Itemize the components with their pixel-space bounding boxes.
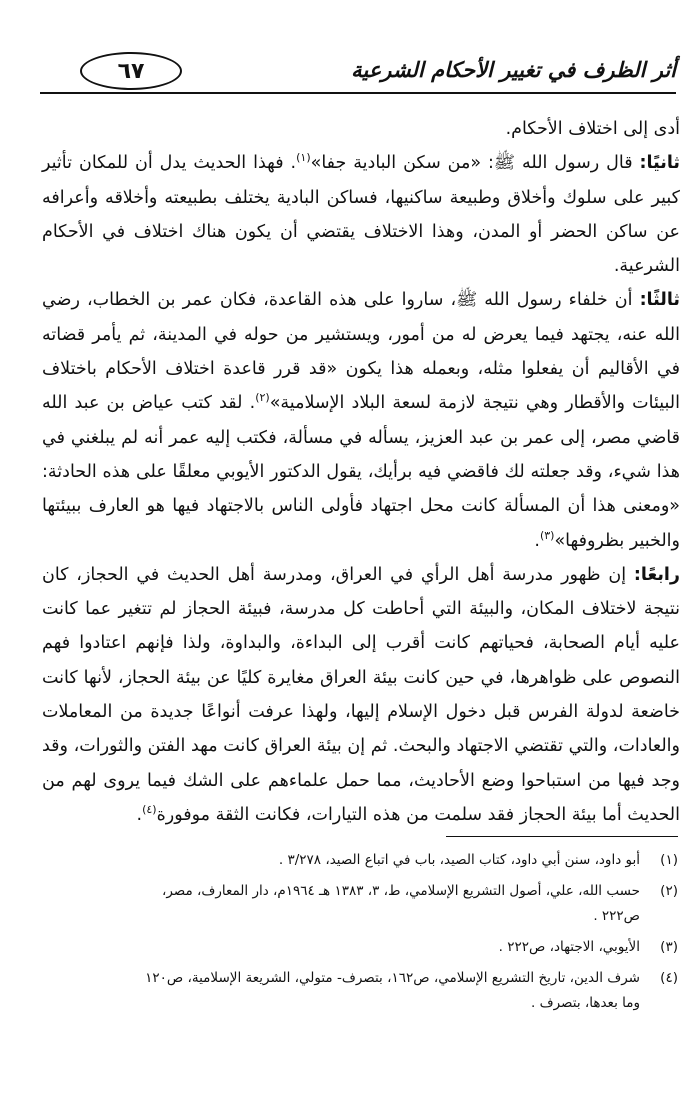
footnote-number: (٣) (660, 939, 678, 955)
footnote-number: (١) (660, 852, 678, 868)
paragraph-lead: ثالثًا: (639, 290, 680, 311)
footnote-line: أبو داود، سنن أبي داود، كتاب الصيد، باب في اتباع الصيد، ٣/٢٧٨ . (278, 852, 640, 868)
footnote-reference[interactable]: (٤) (142, 803, 157, 817)
paragraph-lead: رابعًا: (633, 564, 680, 585)
header-rule (40, 92, 676, 94)
page-number: ٦٧ (80, 52, 182, 90)
paragraph-text: . لقد كتب عياض بن عبد الله قاضي مصر، إلى عمر بن عبد العزيز، يسأله في مسألة، فكتب إليه عمر أنه لم يبلغني في هذا شيء، وقد جعلته لك فاقضي فيه برأيك، يقول الدكتور الأيوبي معلقًا على هذه الحادثة: «ومعنى هذا أن المسألة كانت محل اجتهاد فأولى الناس بالاجتهاد فيها هو العارف ببيئتها والخبير بظروفها» (42, 393, 680, 551)
footnote-item (42, 966, 678, 1016)
footnote-text (42, 966, 640, 1016)
running-title: أثر الظرف في تغيير الأحكام الشرعية (351, 58, 676, 82)
footnote-reference[interactable]: (٢) (255, 391, 270, 405)
paragraph-third (42, 283, 680, 557)
footnote-number: (٢) (660, 883, 678, 899)
footnote-line: الأيوبي، الاجتهاد، ص٢٢٢ . (498, 939, 640, 955)
footnote-separator (446, 836, 678, 837)
paragraph-text: قال رسول الله ﷺ: «من سكن البادية جفا» (310, 153, 640, 174)
footnote-line: ص٢٢٢ . (593, 908, 640, 924)
paragraph-text: إن ظهور مدرسة أهل الرأي في العراق، ومدرسة أهل الحديث في الحجاز، كان نتيجة لاختلاف المكان، والبيئة التي أحاطت كل مدرسة، فبيئة الحجاز لم تتغير عما كانت عليه أيام الصحابة، فحياتهم كانت أقرب إلى البداءة، والبداوة، ولذا فإنهم اعتادوا فهم النصوص على ظواهرها، في حين كانت بيئة العراق مغايرة كليًا عن بيئة الحجاز، لأنها كانت خاضعة لدولة الفرس قبل دخول الإسلام إليها، ولهذا عرفت أنواعًا جديدة من المعاملات والعادات، والتي تقتضي الاجتهاد والبحث. ثم إن بيئة العراق كانت مهد الفتن والثورات، وقد وجد فيها من استباحوا وضع الأحاديث، مما حمل علماءهم على الشك فيما يروى لهم من الحديث أما بيئة الحجاز فقد سلمت من هذه التيارات، فكانت الثقة موفورة (42, 564, 680, 825)
footnote-text (42, 848, 640, 873)
paragraph-fourth (42, 558, 680, 832)
footnotes (42, 848, 678, 1022)
footnote-reference[interactable]: (١) (296, 151, 311, 165)
footnote-number: (٤) (660, 970, 678, 986)
body-text (42, 112, 680, 832)
footnote-item (42, 935, 678, 960)
paragraph-lead: ثانيًا: (639, 153, 680, 174)
footnote-text (42, 935, 640, 960)
page-header (40, 52, 676, 96)
footnote-reference[interactable]: (٣) (539, 528, 555, 542)
footnote-line: حسب الله، علي، أصول التشريع الإسلامي، ط، ٣، ١٣٨٣ هـ ١٩٦٤م، دار المعارف، مصر، (161, 883, 640, 899)
footnote-item (42, 879, 678, 929)
footnote-line: وما بعدها، بتصرف . (531, 995, 640, 1011)
paragraph-second (42, 146, 680, 283)
paragraph-text: . فهذا الحديث يدل أن للمكان تأثير كبير على سلوك وأخلاق وطبيعة ساكنيها، فساكن البادية يختلف بطبيعته وأخلاقه وأعرافه عن ساكن الحضر أو المدن، وهذا الاختلاف يقتضي أن يكون هناك اختلاف في الأحكام الشرعية. (42, 153, 680, 277)
paragraph-text: . (136, 804, 143, 825)
paragraph-intro: أدى إلى اختلاف الأحكام. (505, 119, 680, 139)
footnote-item (42, 848, 678, 873)
paragraph-text: . (534, 530, 540, 551)
footnote-text (42, 879, 640, 929)
footnote-line: شرف الدين، تاريخ التشريع الإسلامي، ص١٦٢، بتصرف- متولي، الشريعة الإسلامية، ص١٢٠ (145, 970, 640, 986)
paragraph-text: أن خلفاء رسول الله ﷺ، ساروا على هذه القاعدة، فكان عمر بن الخطاب، رضي الله عنه، يجتهد فيما يعرض له من أمور، ويستشير من حوله في المدينة، ثم يأمر قضاته في الأقاليم أن يفعلوا مثله، وبعمله هذا يكون «قد قرر قاعدة اختلاف الأحكام باختلاف البيئات والأقطار وهي نتيجة لازمة لسعة البلاد الإسلامية» (42, 290, 680, 414)
